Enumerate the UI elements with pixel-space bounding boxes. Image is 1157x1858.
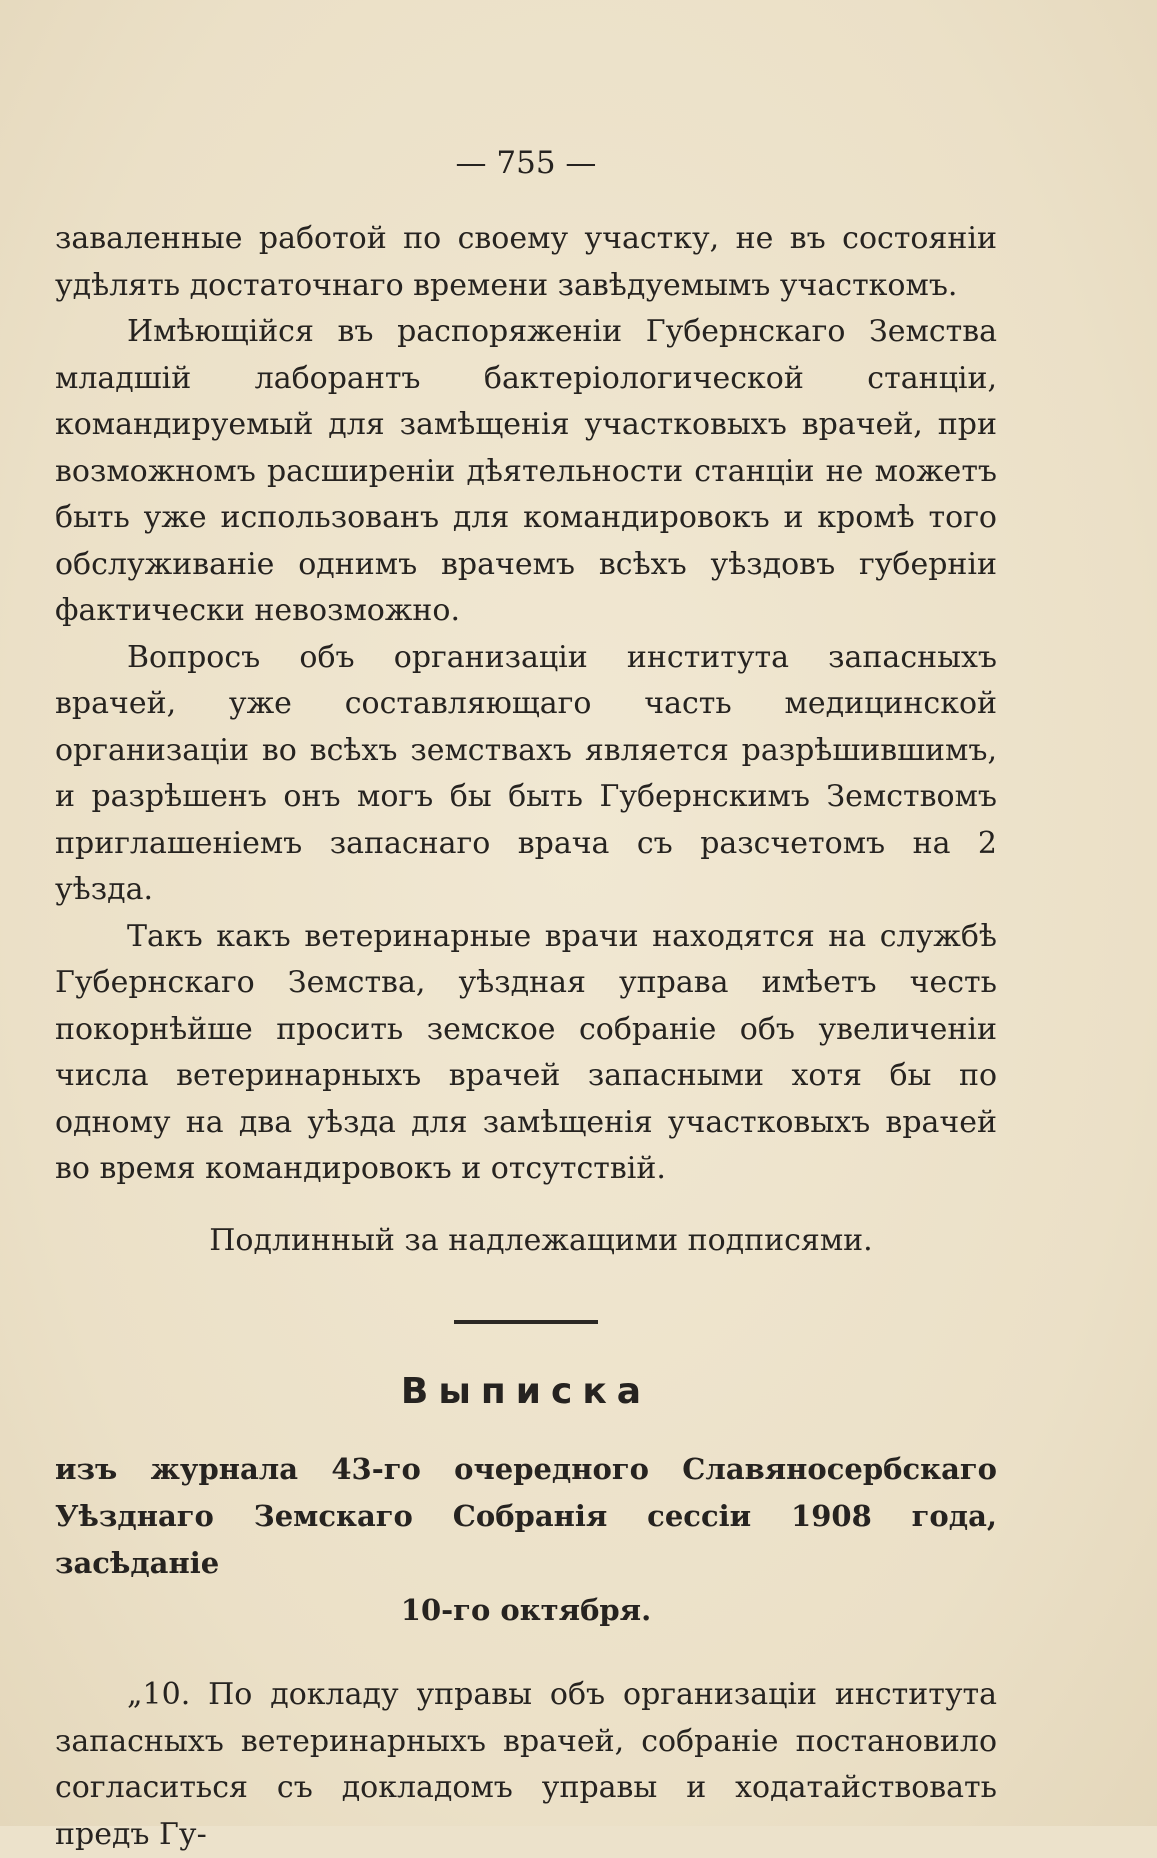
paragraph-laborant: Имѣющiйся въ распоряженiи Губернскаго Земства младшiй лаборантъ бактерiологической станцiи, командируемый для замѣщенiя участковыхъ врачей, при возможномъ расширенiи дѣятельности станцiи не можетъ быть уже использованъ для командировокъ и кромѣ того обслуживанiе однимъ врачемъ всѣхъ уѣздовъ губернiи фактически невозможно. (55, 314, 997, 628)
body-text (55, 216, 997, 1858)
extract-subheading-date: 10-го октября. (400, 1593, 652, 1627)
section-divider (454, 1320, 598, 1324)
extract-quote: „10. По докладу управы объ организацiи института запасныхъ ветеринарныхъ врачей, собранiе постановило согласиться съ докладомъ управы и ходатайствовать предъ Гу- (55, 1677, 997, 1852)
signature-note: Подлинный за надлежащими подписями. (209, 1222, 873, 1258)
extract-heading: Выписка (400, 1371, 652, 1412)
paragraph-reserve-doctors: Вопросъ объ организацiи института запасныхъ врачей, уже составляющаго часть медицинской организацiи во всѣхъ земствахъ является разрѣшившимъ, и разрѣшенъ онъ могъ бы быть Губернскимъ Земствомъ приглашенiемъ запаснаго врача съ разсчетомъ на 2 уѣзда. (55, 639, 997, 907)
page-number: — 755 — (455, 145, 597, 181)
extract-subheading-main: изъ журнала 43-го очередного Славяносербскаго Уѣзднаго Земскаго Собранiя сессiи 1908 года, засѣданiе (55, 1452, 997, 1580)
paragraph-continuation: заваленные работой по своему участку, не въ состоянiи удѣлять достаточнаго времени завѣдуемымъ участкомъ. (55, 221, 997, 303)
paragraph-veterinary-request: Такъ какъ ветеринарные врачи находятся на службѣ Губернскаго Земства, уѣздная управа имѣетъ честь покорнѣйше просить земское собранiе объ увеличенiи числа ветеринарныхъ врачей запасными хотя бы по одному на два уѣзда для замѣщенiя участковыхъ врачей во время командировокъ и отсутствiй. (55, 918, 997, 1186)
extract-subheading (55, 1446, 997, 1634)
